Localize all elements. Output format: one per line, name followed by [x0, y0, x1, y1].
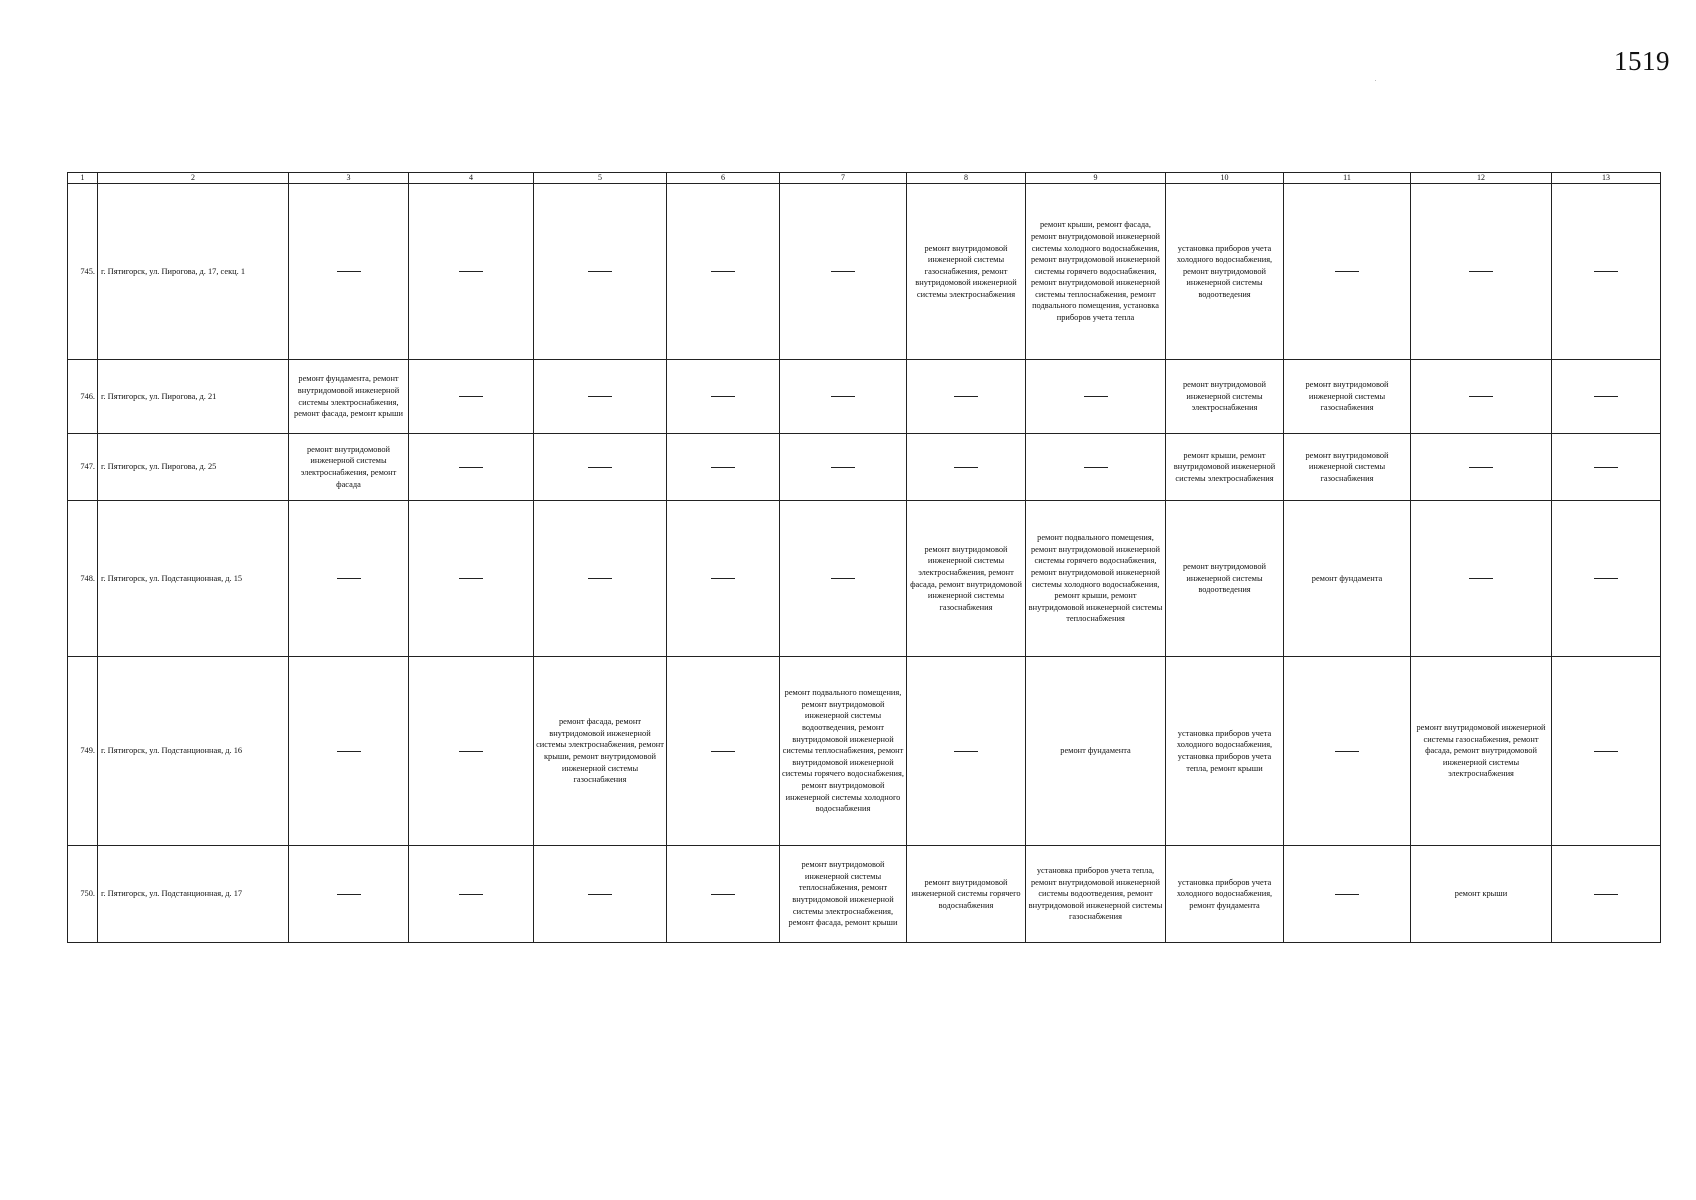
column-number: 7 — [780, 173, 907, 184]
work-type-cell: установка приборов учета холодного водоснабжения, ремонт внутридомовой инженерной системы водоотведения — [1166, 184, 1284, 360]
empty-cell — [780, 184, 907, 360]
work-type-cell: установка приборов учета холодного водоснабжения, установка приборов учета тепла, ремонт крыши — [1166, 657, 1284, 846]
dash-mark — [831, 578, 855, 579]
page-number: 1519 — [1614, 46, 1670, 76]
empty-cell — [1552, 434, 1661, 501]
dash-mark — [954, 467, 978, 468]
dash-mark — [954, 396, 978, 397]
work-type-cell: ремонт крыши, ремонт фасада, ремонт внутридомовой инженерной системы холодного водоснабжения, ремонт внутридомовой инженерной системы горячего водоснабжения, ремонт внутридомовой инженерной системы теплоснабжения, ремонт подвального помещения, установка приборов учета тепла — [1026, 184, 1166, 360]
dash-mark — [1469, 578, 1493, 579]
empty-cell — [667, 434, 780, 501]
header-row — [68, 173, 1661, 184]
empty-cell — [780, 434, 907, 501]
column-number: 2 — [98, 173, 289, 184]
dash-mark — [588, 271, 612, 272]
row-number: 745. — [68, 184, 98, 360]
empty-cell — [667, 184, 780, 360]
work-type-cell: установка приборов учета тепла, ремонт внутридомовой инженерной системы водоотведения, ремонт внутридомовой инженерной системы газоснабжения — [1026, 846, 1166, 943]
column-number: 9 — [1026, 173, 1166, 184]
empty-cell — [1411, 184, 1552, 360]
work-type-cell: ремонт внутридомовой инженерной системы горячего водоснабжения — [907, 846, 1026, 943]
work-type-cell: ремонт внутридомовой инженерной системы электроснабжения, ремонт фасада, ремонт внутридомовой инженерной системы газоснабжения — [907, 501, 1026, 657]
empty-cell — [780, 360, 907, 434]
dash-mark — [1469, 271, 1493, 272]
empty-cell — [1552, 184, 1661, 360]
work-type-cell: ремонт внутридомовой инженерной системы газоснабжения — [1284, 360, 1411, 434]
row-number: 749. — [68, 657, 98, 846]
empty-cell — [409, 360, 534, 434]
row-number: 750. — [68, 846, 98, 943]
work-type-cell: ремонт фундамента, ремонт внутридомовой инженерной системы электроснабжения, ремонт фасада, ремонт крыши — [289, 360, 409, 434]
empty-cell — [409, 501, 534, 657]
empty-cell — [409, 184, 534, 360]
work-type-cell: установка приборов учета холодного водоснабжения, ремонт фундамента — [1166, 846, 1284, 943]
dash-mark — [588, 894, 612, 895]
dash-mark — [711, 467, 735, 468]
address-cell: г. Пятигорск, ул. Пирогова, д. 17, секц. 1 — [98, 184, 289, 360]
table-row — [68, 184, 1661, 360]
dash-mark — [459, 467, 483, 468]
empty-cell — [1284, 184, 1411, 360]
dash-mark — [588, 578, 612, 579]
work-type-cell: ремонт фундамента — [1026, 657, 1166, 846]
table-body — [68, 184, 1661, 943]
row-number: 746. — [68, 360, 98, 434]
column-number: 5 — [534, 173, 667, 184]
dash-mark — [1469, 467, 1493, 468]
dash-mark — [337, 578, 361, 579]
dash-mark — [831, 271, 855, 272]
column-number: 4 — [409, 173, 534, 184]
table-row — [68, 360, 1661, 434]
empty-cell — [667, 501, 780, 657]
work-type-cell: ремонт внутридомовой инженерной системы газоснабжения — [1284, 434, 1411, 501]
work-type-cell: ремонт внутридомовой инженерной системы электроснабжения, ремонт фасада — [289, 434, 409, 501]
empty-cell — [1552, 360, 1661, 434]
work-type-cell: ремонт внутридомовой инженерной системы водоотведения — [1166, 501, 1284, 657]
work-type-cell: ремонт крыши, ремонт внутридомовой инженерной системы электроснабжения — [1166, 434, 1284, 501]
dash-mark — [459, 271, 483, 272]
empty-cell — [667, 846, 780, 943]
dash-mark — [831, 467, 855, 468]
dash-mark — [459, 396, 483, 397]
dash-mark — [1594, 271, 1618, 272]
dash-mark — [711, 894, 735, 895]
empty-cell — [907, 434, 1026, 501]
dash-mark — [588, 467, 612, 468]
column-number: 8 — [907, 173, 1026, 184]
column-number: 10 — [1166, 173, 1284, 184]
work-type-cell: ремонт внутридомовой инженерной системы газоснабжения, ремонт фасада, ремонт внутридомовой инженерной системы электроснабжения — [1411, 657, 1552, 846]
empty-cell — [780, 501, 907, 657]
empty-cell — [1026, 434, 1166, 501]
work-type-cell: ремонт подвального помещения, ремонт внутридомовой инженерной системы водоотведения, ремонт внутридомовой инженерной системы теплоснабжения, ремонт внутридомовой инженерной системы горячего водоснабжения, ремонт внутридомовой инженерной системы холодного водоснабжения — [780, 657, 907, 846]
dash-mark — [711, 578, 735, 579]
empty-cell — [667, 657, 780, 846]
empty-cell — [1284, 657, 1411, 846]
work-type-cell: ремонт фундамента — [1284, 501, 1411, 657]
dash-mark — [1335, 751, 1359, 752]
work-type-cell: ремонт внутридомовой инженерной системы электроснабжения — [1166, 360, 1284, 434]
dash-mark — [459, 751, 483, 752]
empty-cell — [907, 657, 1026, 846]
empty-cell — [534, 360, 667, 434]
work-type-cell: ремонт внутридомовой инженерной системы теплоснабжения, ремонт внутридомовой инженерной системы электроснабжения, ремонт фасада, ремонт крыши — [780, 846, 907, 943]
address-cell: г. Пятигорск, ул. Пирогова, д. 25 — [98, 434, 289, 501]
dash-mark — [711, 396, 735, 397]
work-type-cell: ремонт внутридомовой инженерной системы газоснабжения, ремонт внутридомовой инженерной системы электроснабжения — [907, 184, 1026, 360]
empty-cell — [409, 434, 534, 501]
empty-cell — [289, 184, 409, 360]
empty-cell — [907, 360, 1026, 434]
dash-mark — [711, 751, 735, 752]
dash-mark — [954, 751, 978, 752]
work-type-cell: ремонт подвального помещения, ремонт внутридомовой инженерной системы горячего водоснабжения, ремонт внутридомовой инженерной системы холодного водоснабжения, ремонт крыши, ремонт внутридомовой инженерной системы теплоснабжения — [1026, 501, 1166, 657]
row-number: 747. — [68, 434, 98, 501]
table-row — [68, 501, 1661, 657]
capital-repair-table — [67, 172, 1661, 943]
address-cell: г. Пятигорск, ул. Подстанционная, д. 15 — [98, 501, 289, 657]
empty-cell — [534, 434, 667, 501]
column-number: 1 — [68, 173, 98, 184]
address-cell: г. Пятигорск, ул. Подстанционная, д. 17 — [98, 846, 289, 943]
empty-cell — [409, 846, 534, 943]
dash-mark — [588, 396, 612, 397]
dash-mark — [337, 894, 361, 895]
address-cell: г. Пятигорск, ул. Подстанционная, д. 16 — [98, 657, 289, 846]
dash-mark — [1594, 751, 1618, 752]
table-row — [68, 434, 1661, 501]
column-number: 3 — [289, 173, 409, 184]
dash-mark — [1335, 894, 1359, 895]
empty-cell — [534, 184, 667, 360]
empty-cell — [289, 501, 409, 657]
empty-cell — [1411, 501, 1552, 657]
empty-cell — [1411, 360, 1552, 434]
empty-cell — [1411, 434, 1552, 501]
dash-mark — [1084, 396, 1108, 397]
dash-mark — [337, 271, 361, 272]
empty-cell — [534, 501, 667, 657]
dash-mark — [1594, 894, 1618, 895]
dash-mark — [1594, 467, 1618, 468]
dash-mark — [459, 578, 483, 579]
dash-mark — [337, 751, 361, 752]
work-type-cell: ремонт крыши — [1411, 846, 1552, 943]
column-number: 6 — [667, 173, 780, 184]
dash-mark — [1594, 578, 1618, 579]
scan-edge-mark — [1375, 80, 1376, 81]
dash-mark — [1469, 396, 1493, 397]
dash-mark — [1335, 271, 1359, 272]
empty-cell — [289, 846, 409, 943]
empty-cell — [1026, 360, 1166, 434]
column-number: 11 — [1284, 173, 1411, 184]
empty-cell — [534, 846, 667, 943]
empty-cell — [1284, 846, 1411, 943]
column-number: 12 — [1411, 173, 1552, 184]
empty-cell — [1552, 501, 1661, 657]
dash-mark — [459, 894, 483, 895]
column-numbers-header — [68, 173, 1661, 184]
table-row — [68, 657, 1661, 846]
dash-mark — [711, 271, 735, 272]
empty-cell — [409, 657, 534, 846]
column-number: 13 — [1552, 173, 1661, 184]
dash-mark — [1594, 396, 1618, 397]
empty-cell — [289, 657, 409, 846]
dash-mark — [831, 396, 855, 397]
dash-mark — [1084, 467, 1108, 468]
row-number: 748. — [68, 501, 98, 657]
empty-cell — [1552, 657, 1661, 846]
work-type-cell: ремонт фасада, ремонт внутридомовой инженерной системы электроснабжения, ремонт крыши, ремонт внутридомовой инженерной системы газоснабжения — [534, 657, 667, 846]
empty-cell — [667, 360, 780, 434]
empty-cell — [1552, 846, 1661, 943]
table-row — [68, 846, 1661, 943]
address-cell: г. Пятигорск, ул. Пирогова, д. 21 — [98, 360, 289, 434]
